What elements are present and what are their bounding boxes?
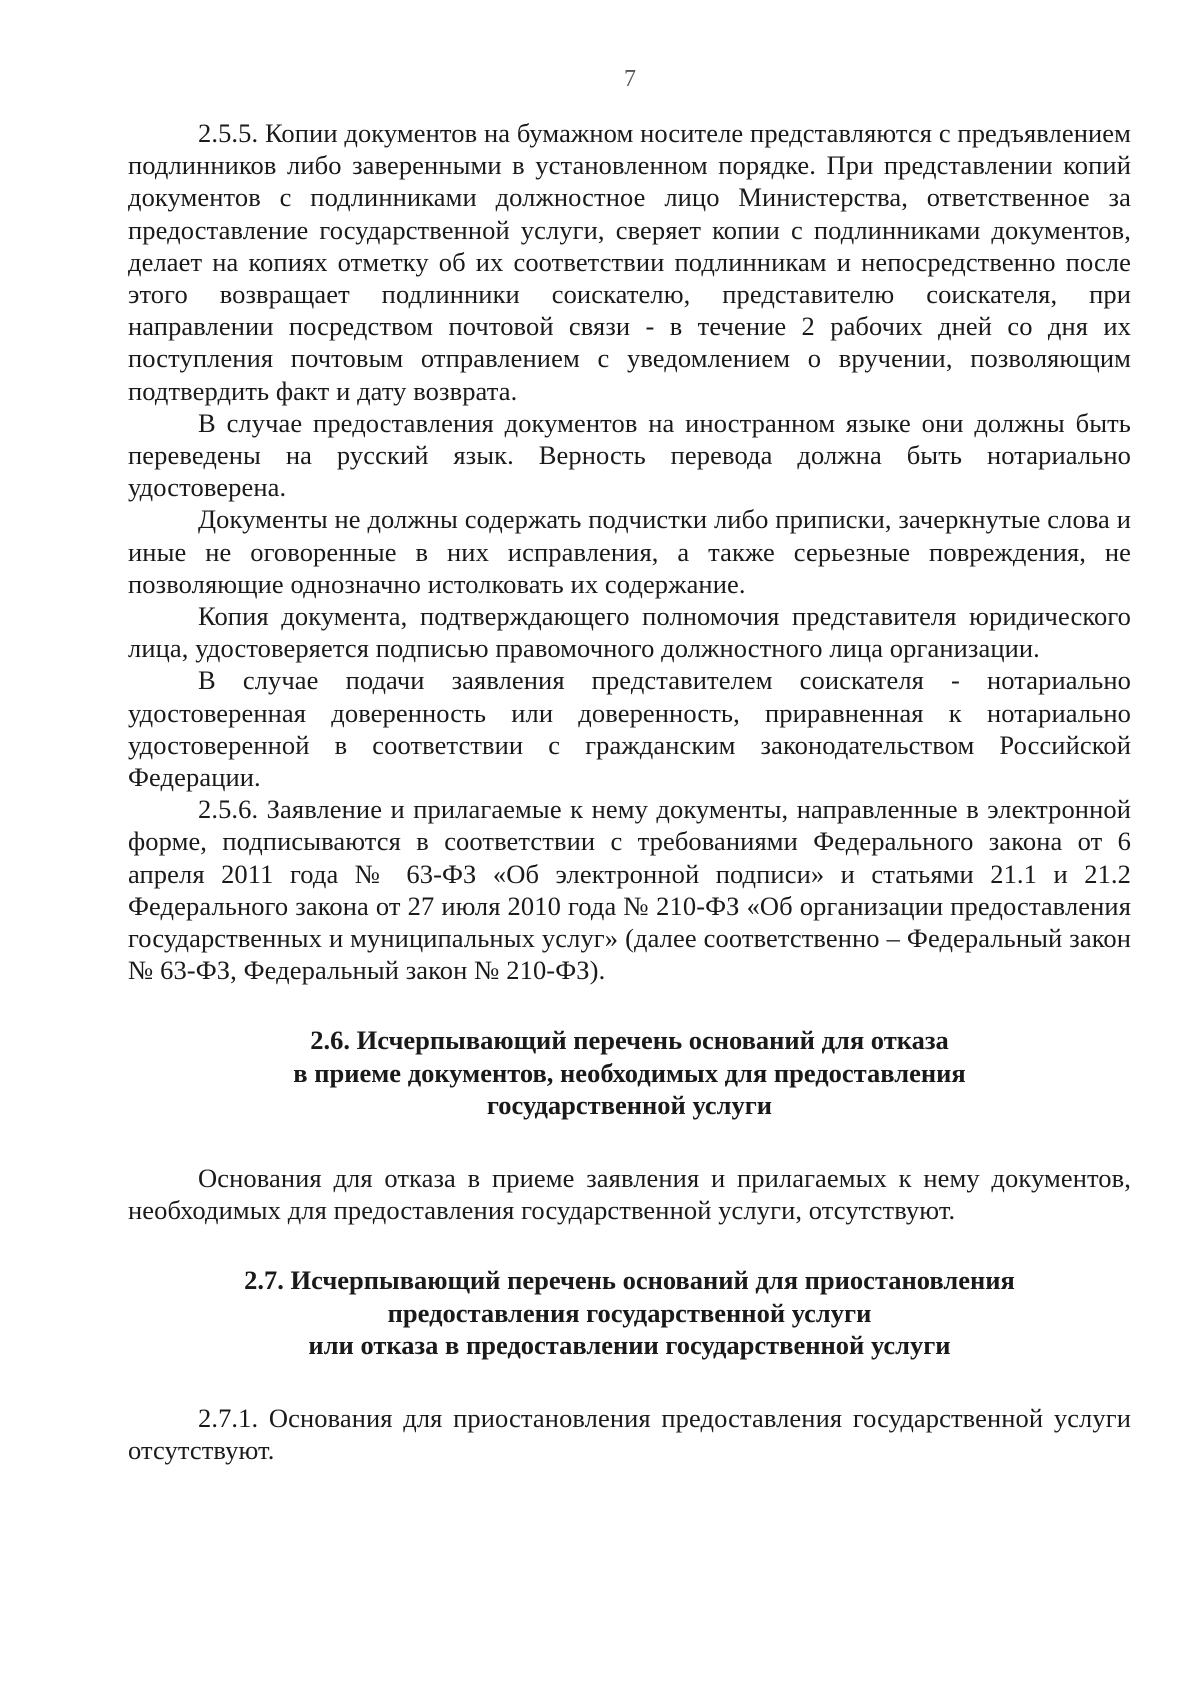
paragraph-legal-entity-copy: Копия документа, подтверждающего полномочия представителя юридического лица, удостоверяется подписью правомочного должностного лица организации. xyxy=(128,601,1131,664)
document-body xyxy=(128,117,1131,1466)
heading-2-7 xyxy=(128,1264,1131,1362)
heading-2-6 xyxy=(128,1024,1131,1122)
paragraph-2-7-1: 2.7.1. Основания для приостановления предоставления государственной услуги отсутствуют. xyxy=(128,1402,1131,1466)
paragraph-2-6: Основания для отказа в приеме заявления и прилагаемых к нему документов, необходимых для предоставления государственной услуги, отсутствуют. xyxy=(128,1162,1131,1226)
heading-2-6-line-3: государственной услуги xyxy=(486,1090,773,1121)
heading-2-7-line-2: предоставления государственной услуги xyxy=(387,1297,872,1328)
heading-2-7-line-3: или отказа в предоставлении государственной услуги xyxy=(308,1330,951,1361)
paragraph-foreign-language: В случае предоставления документов на иностранном языке они должны быть переведены на русский язык. Верность перевода должна быть нотариально удостоверена. xyxy=(128,407,1131,503)
heading-2-6-line-1: 2.6. Исчерпывающий перечень оснований для отказа xyxy=(310,1025,949,1056)
heading-2-7-line-1: 2.7. Исчерпывающий перечень оснований для приостановления xyxy=(244,1265,1015,1296)
paragraph-2-5-5: 2.5.5. Копии документов на бумажном носителе представляются с предъявлением подлинников либо заверенными в установленном порядке. При представлении копий документов с подлинниками должностное лицо Министерства, ответственное за предоставление государственной услуги, сверяет копии с подлинниками документов, делает на копиях отметку об их соответствии подлинникам и непосредственно после этого возвращает подлинники соискателю, представителю соискателя, при направлении посредством почтовой связи - в течение 2 рабочих дней со дня их поступления почтовым отправлением с уведомлением о вручении, позволяющим подтвердить факт и дату возврата. xyxy=(128,118,1131,406)
page-number: 7 xyxy=(624,66,636,92)
paragraph-no-corrections: Документы не должны содержать подчистки либо приписки, зачеркнутые слова и иные не оговоренные в них исправления, а также серьезные повреждения, не позволяющие однозначно истолковать их содержание. xyxy=(128,504,1131,599)
paragraph-2-5-6: 2.5.6. Заявление и прилагаемые к нему документы, направленные в электронной форме, подписываются в соответствии с требованиями Федерального закона от 6 апреля 2011 года № 63-ФЗ «Об электронной подписи» и статьями 21.1 и 21.2 Федерального закона от 27 июля 2010 года № 210-ФЗ «Об организации предоставления государственных и муниципальных услуг» (далее соответственно – Федеральный закон № 63-ФЗ, Федеральный закон № 210-ФЗ). xyxy=(128,794,1131,986)
heading-2-6-line-2: в приеме документов, необходимых для предоставления xyxy=(293,1057,966,1088)
paragraph-representative: В случае подачи заявления представителем соискателя - нотариально удостоверенная доверенность или доверенность, приравненная к нотариально удостоверенной в соответствии с гражданским законодательством Российской Федерации. xyxy=(128,665,1131,793)
